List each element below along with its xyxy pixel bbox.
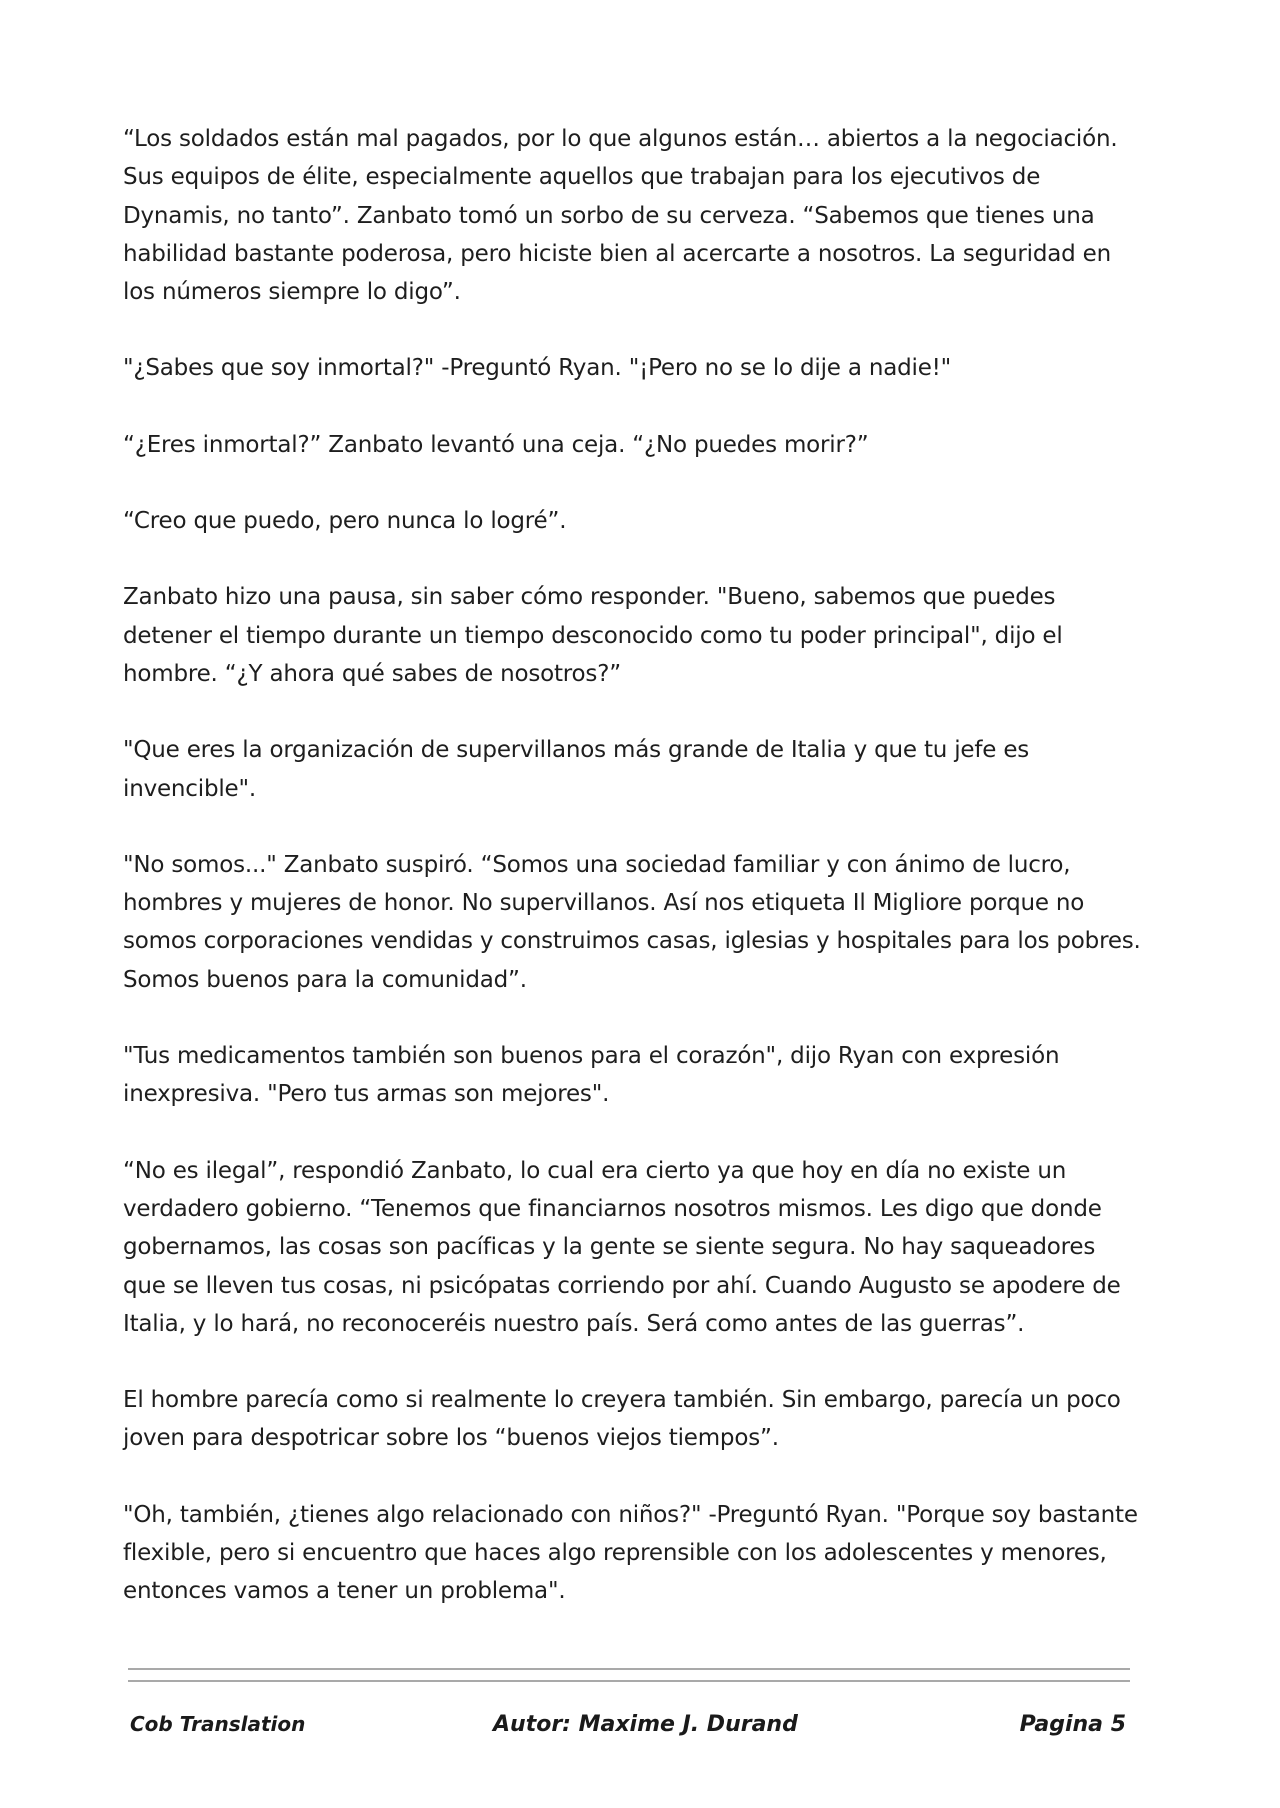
footer-divider <box>128 1680 1130 1682</box>
paragraph: "Oh, también, ¿tienes algo relacionado con niños?" -Preguntó Ryan. "Porque soy bastante flexible, pero si encuentro que haces algo reprensible con los adolescentes y menores, entonces vamos a tener un problema". <box>123 1501 1138 1605</box>
footer-page-number: Pagina 5 <box>1019 1712 1126 1737</box>
footer-divider <box>128 1668 1130 1670</box>
paragraph: “Creo que puedo, pero nunca lo logré”. <box>123 508 567 535</box>
footer-translator: Cob Translation <box>130 1712 306 1736</box>
paragraph: "¿Sabes que soy inmortal?" -Preguntó Ryan. "¡Pero no se lo dije a nadie!" <box>123 355 952 382</box>
paragraph: “Los soldados están mal pagados, por lo que algunos están… abiertos a la negociación. Sus equipos de élite, especialmente aquellos que trabajan para los ejecutivos de Dynamis, no tanto”. Zanbato tomó un sorbo de su cerveza. “Sabemos que tienes una habilidad bastante poderosa, pero hiciste bien al acercarte a nosotros. La seguridad en los números siempre lo digo”. <box>123 126 1118 306</box>
paragraph: "No somos..." Zanbato suspiró. “Somos una sociedad familiar y con ánimo de lucro, hombres y mujeres de honor. No supervillanos. Así nos etiqueta Il Migliore porque no somos corporaciones vendidas y construimos casas, iglesias y hospitales para los pobres. Somos buenos para la comunidad”. <box>123 851 1141 993</box>
footer-author: Autor: Maxime J. Durand <box>493 1712 798 1737</box>
paragraph: "Tus medicamentos también son buenos para el corazón", dijo Ryan con expresión inexpresiva. "Pero tus armas son mejores". <box>123 1043 1060 1108</box>
paragraph: El hombre parecía como si realmente lo creyera también. Sin embargo, parecía un poco joven para despotricar sobre los “buenos viejos tiempos”. <box>123 1387 1121 1452</box>
paragraph: “¿Eres inmortal?” Zanbato levantó una ceja. “¿No puedes morir?” <box>123 431 869 458</box>
paragraph: "Que eres la organización de supervillanos más grande de Italia y que tu jefe es invencible". <box>123 737 1030 802</box>
body-text <box>123 120 1143 1649</box>
paragraph: Zanbato hizo una pausa, sin saber cómo responder. "Bueno, sabemos que puedes detener el tiempo durante un tiempo desconocido como tu poder principal", dijo el hombre. “¿Y ahora qué sabes de nosotros?” <box>123 584 1063 687</box>
paragraph: “No es ilegal”, respondió Zanbato, lo cual era cierto ya que hoy en día no existe un verdadero gobierno. “Tenemos que financiarnos nosotros mismos. Les digo que donde gobernamos, las cosas son pacíficas y la gente se siente segura. No hay saqueadores que se lleven tus cosas, ni psicópatas corriendo por ahí. Cuando Augusto se apodere de Italia, y lo hará, no reconoceréis nuestro país. Será como antes de las guerras”. <box>123 1157 1121 1337</box>
page-footer <box>128 1712 1130 1744</box>
